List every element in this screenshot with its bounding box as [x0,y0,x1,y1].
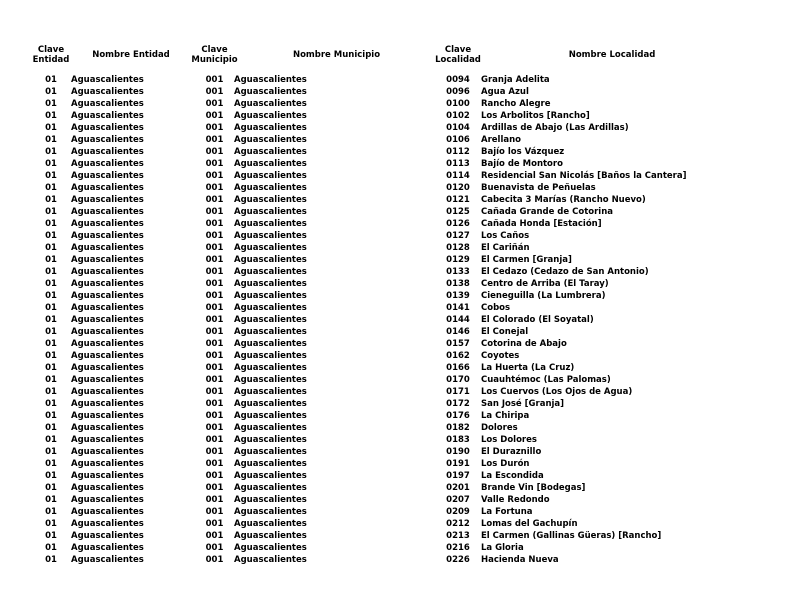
cell-clave-entidad: 01 [45,267,57,277]
cell-nombre-localidad: El Carmen (Gallinas Güeras) [Rancho] [481,531,662,541]
cell-nombre-municipio: Aguascalientes [234,411,307,421]
cell-nombre-municipio: Aguascalientes [234,387,307,397]
cell-clave-entidad: 01 [45,243,57,253]
cell-nombre-localidad: Brande Vin [Bodegas] [481,483,586,493]
cell-clave-entidad: 01 [45,327,57,337]
cell-clave-municipio: 001 [205,135,224,145]
cell-clave-entidad: 01 [45,195,57,205]
cell-nombre-localidad: El Cariñán [481,243,530,253]
cell-nombre-localidad: Los Durón [481,459,530,469]
localities-table [32,42,748,566]
cell-nombre-entidad: Aguascalientes [71,327,144,337]
cell-clave-localidad: 0172 [446,399,470,409]
table-row [36,518,748,530]
cell-clave-entidad: 01 [45,447,57,457]
table-row [36,266,748,278]
cell-clave-municipio: 001 [205,471,224,481]
cell-nombre-entidad: Aguascalientes [71,111,144,121]
table-row [36,146,748,158]
cell-clave-municipio: 001 [205,339,224,349]
cell-clave-localidad: 0100 [446,99,470,109]
table-row [36,374,748,386]
cell-nombre-localidad: El Conejal [481,327,529,337]
table-row [36,206,748,218]
cell-nombre-entidad: Aguascalientes [71,483,144,493]
table-row [36,230,748,242]
table-row [36,302,748,314]
cell-clave-localidad: 0162 [446,351,470,361]
table-row [36,278,748,290]
cell-nombre-localidad: Valle Redondo [481,495,550,505]
cell-nombre-municipio: Aguascalientes [234,555,307,565]
cell-clave-municipio: 001 [205,351,224,361]
cell-nombre-entidad: Aguascalientes [71,411,144,421]
cell-clave-localidad: 0209 [446,507,470,517]
cell-clave-localidad: 0129 [446,255,470,265]
cell-nombre-municipio: Aguascalientes [234,339,307,349]
cell-nombre-municipio: Aguascalientes [234,195,307,205]
cell-nombre-localidad: Dolores [481,423,518,433]
cell-clave-entidad: 01 [45,147,57,157]
cell-clave-municipio: 001 [205,315,224,325]
cell-nombre-entidad: Aguascalientes [71,543,144,553]
cell-nombre-localidad: Ardillas de Abajo (Las Ardillas) [481,123,629,133]
cell-clave-municipio: 001 [205,87,224,97]
cell-nombre-entidad: Aguascalientes [71,495,144,505]
cell-clave-localidad: 0121 [446,195,470,205]
cell-clave-entidad: 01 [45,423,57,433]
cell-clave-entidad: 01 [45,87,57,97]
cell-nombre-entidad: Aguascalientes [71,267,144,277]
cell-nombre-municipio: Aguascalientes [234,99,307,109]
cell-clave-localidad: 0197 [446,471,470,481]
table-row [36,482,748,494]
cell-nombre-municipio: Aguascalientes [234,315,307,325]
cell-clave-localidad: 0226 [446,555,470,565]
cell-clave-entidad: 01 [45,495,57,505]
cell-nombre-municipio: Aguascalientes [234,75,307,85]
cell-clave-municipio: 001 [205,507,224,517]
cell-clave-municipio: 001 [205,363,224,373]
cell-nombre-municipio: Aguascalientes [234,255,307,265]
cell-nombre-municipio: Aguascalientes [234,435,307,445]
table-row [36,362,748,374]
cell-clave-entidad: 01 [45,483,57,493]
cell-nombre-municipio: Aguascalientes [234,267,307,277]
cell-nombre-municipio: Aguascalientes [234,231,307,241]
cell-nombre-localidad: El Carmen [Granja] [481,255,572,265]
cell-nombre-municipio: Aguascalientes [234,399,307,409]
header-clave-entidad: Clave Entidad [32,44,70,65]
cell-nombre-entidad: Aguascalientes [71,531,144,541]
cell-nombre-entidad: Aguascalientes [71,243,144,253]
table-row [36,122,748,134]
cell-nombre-localidad: Los Arbolitos [Rancho] [481,111,590,121]
cell-clave-localidad: 0139 [446,291,470,301]
cell-clave-localidad: 0170 [446,375,470,385]
table-row [36,110,748,122]
cell-clave-municipio: 001 [205,291,224,301]
header-nombre-entidad: Nombre Entidad [92,49,170,60]
cell-nombre-municipio: Aguascalientes [234,327,307,337]
cell-nombre-entidad: Aguascalientes [71,387,144,397]
cell-clave-localidad: 0201 [446,483,470,493]
cell-nombre-localidad: La Gloria [481,543,524,553]
table-row [36,338,748,350]
cell-clave-municipio: 001 [205,159,224,169]
cell-clave-localidad: 0146 [446,327,470,337]
cell-clave-entidad: 01 [45,231,57,241]
cell-clave-municipio: 001 [205,231,224,241]
table-row [36,86,748,98]
cell-nombre-municipio: Aguascalientes [234,159,307,169]
cell-nombre-entidad: Aguascalientes [71,159,144,169]
cell-clave-localidad: 0207 [446,495,470,505]
cell-nombre-municipio: Aguascalientes [234,459,307,469]
cell-clave-localidad: 0128 [446,243,470,253]
table-row [36,458,748,470]
cell-nombre-entidad: Aguascalientes [71,183,144,193]
cell-nombre-municipio: Aguascalientes [234,135,307,145]
table-row [36,398,748,410]
cell-clave-municipio: 001 [205,375,224,385]
table-row [36,542,748,554]
table-row [36,170,748,182]
cell-nombre-entidad: Aguascalientes [71,315,144,325]
cell-clave-localidad: 0104 [446,123,470,133]
header-nombre-municipio: Nombre Municipio [292,49,381,60]
table-row [36,422,748,434]
cell-clave-localidad: 0216 [446,543,470,553]
cell-nombre-municipio: Aguascalientes [234,243,307,253]
cell-clave-municipio: 001 [205,111,224,121]
cell-nombre-entidad: Aguascalientes [71,447,144,457]
cell-clave-entidad: 01 [45,255,57,265]
cell-nombre-entidad: Aguascalientes [71,459,144,469]
cell-nombre-localidad: El Duraznillo [481,447,542,457]
table-row [36,326,748,338]
table-row [36,350,748,362]
cell-clave-entidad: 01 [45,207,57,217]
cell-nombre-municipio: Aguascalientes [234,207,307,217]
cell-clave-localidad: 0182 [446,423,470,433]
cell-clave-localidad: 0125 [446,207,470,217]
cell-nombre-localidad: Residencial San Nicolás [Baños la Cantera] [481,171,687,181]
cell-clave-municipio: 001 [205,183,224,193]
cell-clave-localidad: 0113 [446,159,470,169]
cell-nombre-localidad: Cuauhtémoc (Las Palomas) [481,375,611,385]
cell-nombre-entidad: Aguascalientes [71,207,144,217]
cell-nombre-localidad: San José [Granja] [481,399,565,409]
cell-clave-municipio: 001 [205,519,224,529]
cell-nombre-municipio: Aguascalientes [234,147,307,157]
table-row [36,74,748,86]
table-row [36,194,748,206]
cell-nombre-entidad: Aguascalientes [71,351,144,361]
cell-clave-municipio: 001 [205,303,224,313]
cell-clave-entidad: 01 [45,303,57,313]
cell-clave-localidad: 0102 [446,111,470,121]
cell-nombre-municipio: Aguascalientes [234,507,307,517]
cell-nombre-municipio: Aguascalientes [234,219,307,229]
cell-nombre-localidad: El Colorado (El Soyatal) [481,315,594,325]
cell-nombre-municipio: Aguascalientes [234,171,307,181]
cell-clave-localidad: 0112 [446,147,470,157]
cell-clave-entidad: 01 [45,399,57,409]
cell-clave-localidad: 0191 [446,459,470,469]
cell-nombre-entidad: Aguascalientes [71,87,144,97]
cell-nombre-localidad: Cotorina de Abajo [481,339,567,349]
cell-clave-entidad: 01 [45,555,57,565]
cell-nombre-localidad: Arellano [481,135,521,145]
cell-nombre-municipio: Aguascalientes [234,123,307,133]
cell-clave-localidad: 0141 [446,303,470,313]
cell-clave-localidad: 0183 [446,435,470,445]
cell-clave-entidad: 01 [45,159,57,169]
table-row [36,554,748,566]
table-row [36,290,748,302]
cell-nombre-entidad: Aguascalientes [71,135,144,145]
cell-clave-localidad: 0157 [446,339,470,349]
cell-clave-municipio: 001 [205,327,224,337]
cell-nombre-localidad: Los Caños [481,231,530,241]
cell-nombre-municipio: Aguascalientes [234,363,307,373]
cell-clave-entidad: 01 [45,363,57,373]
cell-nombre-entidad: Aguascalientes [71,555,144,565]
cell-clave-localidad: 0213 [446,531,470,541]
cell-nombre-localidad: Granja Adelita [481,75,550,85]
cell-clave-localidad: 0114 [446,171,470,181]
cell-nombre-localidad: Los Dolores [481,435,537,445]
cell-nombre-localidad: La Chiripa [481,411,530,421]
cell-clave-localidad: 0176 [446,411,470,421]
cell-clave-entidad: 01 [45,291,57,301]
cell-clave-entidad: 01 [45,531,57,541]
cell-nombre-municipio: Aguascalientes [234,303,307,313]
cell-nombre-municipio: Aguascalientes [234,543,307,553]
cell-clave-localidad: 0212 [446,519,470,529]
cell-clave-entidad: 01 [45,375,57,385]
cell-clave-entidad: 01 [45,519,57,529]
header-nombre-localidad: Nombre Localidad [568,49,656,60]
cell-clave-entidad: 01 [45,411,57,421]
cell-nombre-localidad: El Cedazo (Cedazo de San Antonio) [481,267,649,277]
cell-clave-entidad: 01 [45,387,57,397]
cell-nombre-municipio: Aguascalientes [234,351,307,361]
cell-clave-entidad: 01 [45,111,57,121]
cell-clave-entidad: 01 [45,123,57,133]
cell-nombre-municipio: Aguascalientes [234,483,307,493]
cell-nombre-localidad: Centro de Arriba (El Taray) [481,279,609,289]
cell-clave-municipio: 001 [205,423,224,433]
cell-clave-entidad: 01 [45,507,57,517]
cell-clave-entidad: 01 [45,471,57,481]
cell-nombre-localidad: La Huerta (La Cruz) [481,363,575,373]
cell-nombre-entidad: Aguascalientes [71,339,144,349]
cell-nombre-localidad: La Escondida [481,471,544,481]
cell-nombre-municipio: Aguascalientes [234,183,307,193]
table-row [36,530,748,542]
cell-clave-municipio: 001 [205,207,224,217]
cell-nombre-municipio: Aguascalientes [234,471,307,481]
cell-clave-municipio: 001 [205,171,224,181]
cell-clave-entidad: 01 [45,171,57,181]
cell-nombre-entidad: Aguascalientes [71,399,144,409]
cell-nombre-entidad: Aguascalientes [71,507,144,517]
cell-nombre-localidad: Buenavista de Peñuelas [481,183,596,193]
cell-clave-entidad: 01 [45,99,57,109]
cell-clave-localidad: 0138 [446,279,470,289]
cell-nombre-entidad: Aguascalientes [71,99,144,109]
cell-nombre-entidad: Aguascalientes [71,363,144,373]
cell-clave-entidad: 01 [45,315,57,325]
cell-clave-municipio: 001 [205,411,224,421]
table-body [36,74,748,566]
table-row [36,386,748,398]
cell-nombre-entidad: Aguascalientes [71,219,144,229]
cell-nombre-municipio: Aguascalientes [234,111,307,121]
cell-nombre-localidad: Coyotes [481,351,520,361]
cell-nombre-municipio: Aguascalientes [234,87,307,97]
cell-nombre-localidad: La Fortuna [481,507,533,517]
cell-nombre-localidad: Cañada Honda [Estación] [481,219,602,229]
table-row [36,470,748,482]
cell-clave-entidad: 01 [45,339,57,349]
cell-clave-entidad: 01 [45,543,57,553]
cell-clave-municipio: 001 [205,447,224,457]
cell-clave-entidad: 01 [45,279,57,289]
cell-clave-municipio: 001 [205,255,224,265]
header-clave-localidad: Clave Localidad [435,44,481,65]
cell-clave-localidad: 0166 [446,363,470,373]
cell-nombre-entidad: Aguascalientes [71,291,144,301]
cell-nombre-localidad: Agua Azul [481,87,529,97]
cell-nombre-entidad: Aguascalientes [71,123,144,133]
cell-clave-municipio: 001 [205,459,224,469]
cell-nombre-entidad: Aguascalientes [71,279,144,289]
cell-clave-entidad: 01 [45,435,57,445]
cell-clave-municipio: 001 [205,75,224,85]
cell-nombre-entidad: Aguascalientes [71,435,144,445]
cell-clave-localidad: 0127 [446,231,470,241]
cell-clave-municipio: 001 [205,495,224,505]
cell-nombre-municipio: Aguascalientes [234,279,307,289]
cell-nombre-entidad: Aguascalientes [71,195,144,205]
table-row [36,446,748,458]
cell-nombre-entidad: Aguascalientes [71,423,144,433]
cell-clave-municipio: 001 [205,387,224,397]
cell-clave-municipio: 001 [205,543,224,553]
cell-clave-localidad: 0126 [446,219,470,229]
cell-clave-municipio: 001 [205,147,224,157]
cell-clave-localidad: 0120 [446,183,470,193]
cell-clave-municipio: 001 [205,243,224,253]
cell-clave-entidad: 01 [45,219,57,229]
cell-nombre-localidad: Lomas del Gachupín [481,519,578,529]
cell-nombre-localidad: Cieneguilla (La Lumbrera) [481,291,606,301]
cell-clave-localidad: 0096 [446,87,470,97]
table-row [36,134,748,146]
table-row [36,254,748,266]
cell-nombre-municipio: Aguascalientes [234,447,307,457]
cell-clave-entidad: 01 [45,351,57,361]
cell-nombre-municipio: Aguascalientes [234,495,307,505]
table-row [36,434,748,446]
cell-clave-entidad: 01 [45,135,57,145]
cell-clave-municipio: 001 [205,195,224,205]
table-row [36,158,748,170]
cell-nombre-entidad: Aguascalientes [71,519,144,529]
table-row [36,242,748,254]
cell-nombre-municipio: Aguascalientes [234,423,307,433]
cell-nombre-entidad: Aguascalientes [71,171,144,181]
cell-nombre-municipio: Aguascalientes [234,531,307,541]
cell-clave-localidad: 0094 [446,75,470,85]
cell-clave-localidad: 0133 [446,267,470,277]
table-row [36,506,748,518]
cell-nombre-entidad: Aguascalientes [71,303,144,313]
cell-nombre-entidad: Aguascalientes [71,375,144,385]
cell-clave-municipio: 001 [205,123,224,133]
cell-clave-municipio: 001 [205,483,224,493]
cell-clave-municipio: 001 [205,219,224,229]
cell-nombre-municipio: Aguascalientes [234,291,307,301]
cell-nombre-localidad: Bajío los Vázquez [481,147,565,157]
table-row [36,410,748,422]
cell-clave-municipio: 001 [205,399,224,409]
cell-clave-municipio: 001 [205,531,224,541]
cell-clave-localidad: 0190 [446,447,470,457]
cell-nombre-entidad: Aguascalientes [71,75,144,85]
cell-nombre-localidad: Cobos [481,303,511,313]
header-clave-municipio: Clave Municipio [191,44,238,65]
cell-clave-municipio: 001 [205,267,224,277]
table-row [36,314,748,326]
cell-clave-municipio: 001 [205,99,224,109]
cell-nombre-localidad: Hacienda Nueva [481,555,559,565]
table-row [36,218,748,230]
cell-nombre-entidad: Aguascalientes [71,471,144,481]
cell-nombre-localidad: Cabecita 3 Marías (Rancho Nuevo) [481,195,646,205]
table-header-row [32,42,748,68]
cell-clave-entidad: 01 [45,75,57,85]
cell-clave-municipio: 001 [205,279,224,289]
cell-clave-municipio: 001 [205,555,224,565]
cell-clave-entidad: 01 [45,183,57,193]
cell-clave-localidad: 0144 [446,315,470,325]
cell-clave-municipio: 001 [205,435,224,445]
cell-nombre-entidad: Aguascalientes [71,147,144,157]
cell-clave-localidad: 0106 [446,135,470,145]
table-row [36,182,748,194]
cell-nombre-municipio: Aguascalientes [234,375,307,385]
cell-nombre-entidad: Aguascalientes [71,231,144,241]
cell-nombre-localidad: Rancho Alegre [481,99,551,109]
cell-clave-localidad: 0171 [446,387,470,397]
cell-clave-entidad: 01 [45,459,57,469]
cell-nombre-localidad: Los Cuervos (Los Ojos de Agua) [481,387,633,397]
cell-nombre-entidad: Aguascalientes [71,255,144,265]
cell-nombre-municipio: Aguascalientes [234,519,307,529]
table-row [36,98,748,110]
cell-nombre-localidad: Bajío de Montoro [481,159,563,169]
cell-nombre-localidad: Cañada Grande de Cotorina [481,207,613,217]
table-row [36,494,748,506]
